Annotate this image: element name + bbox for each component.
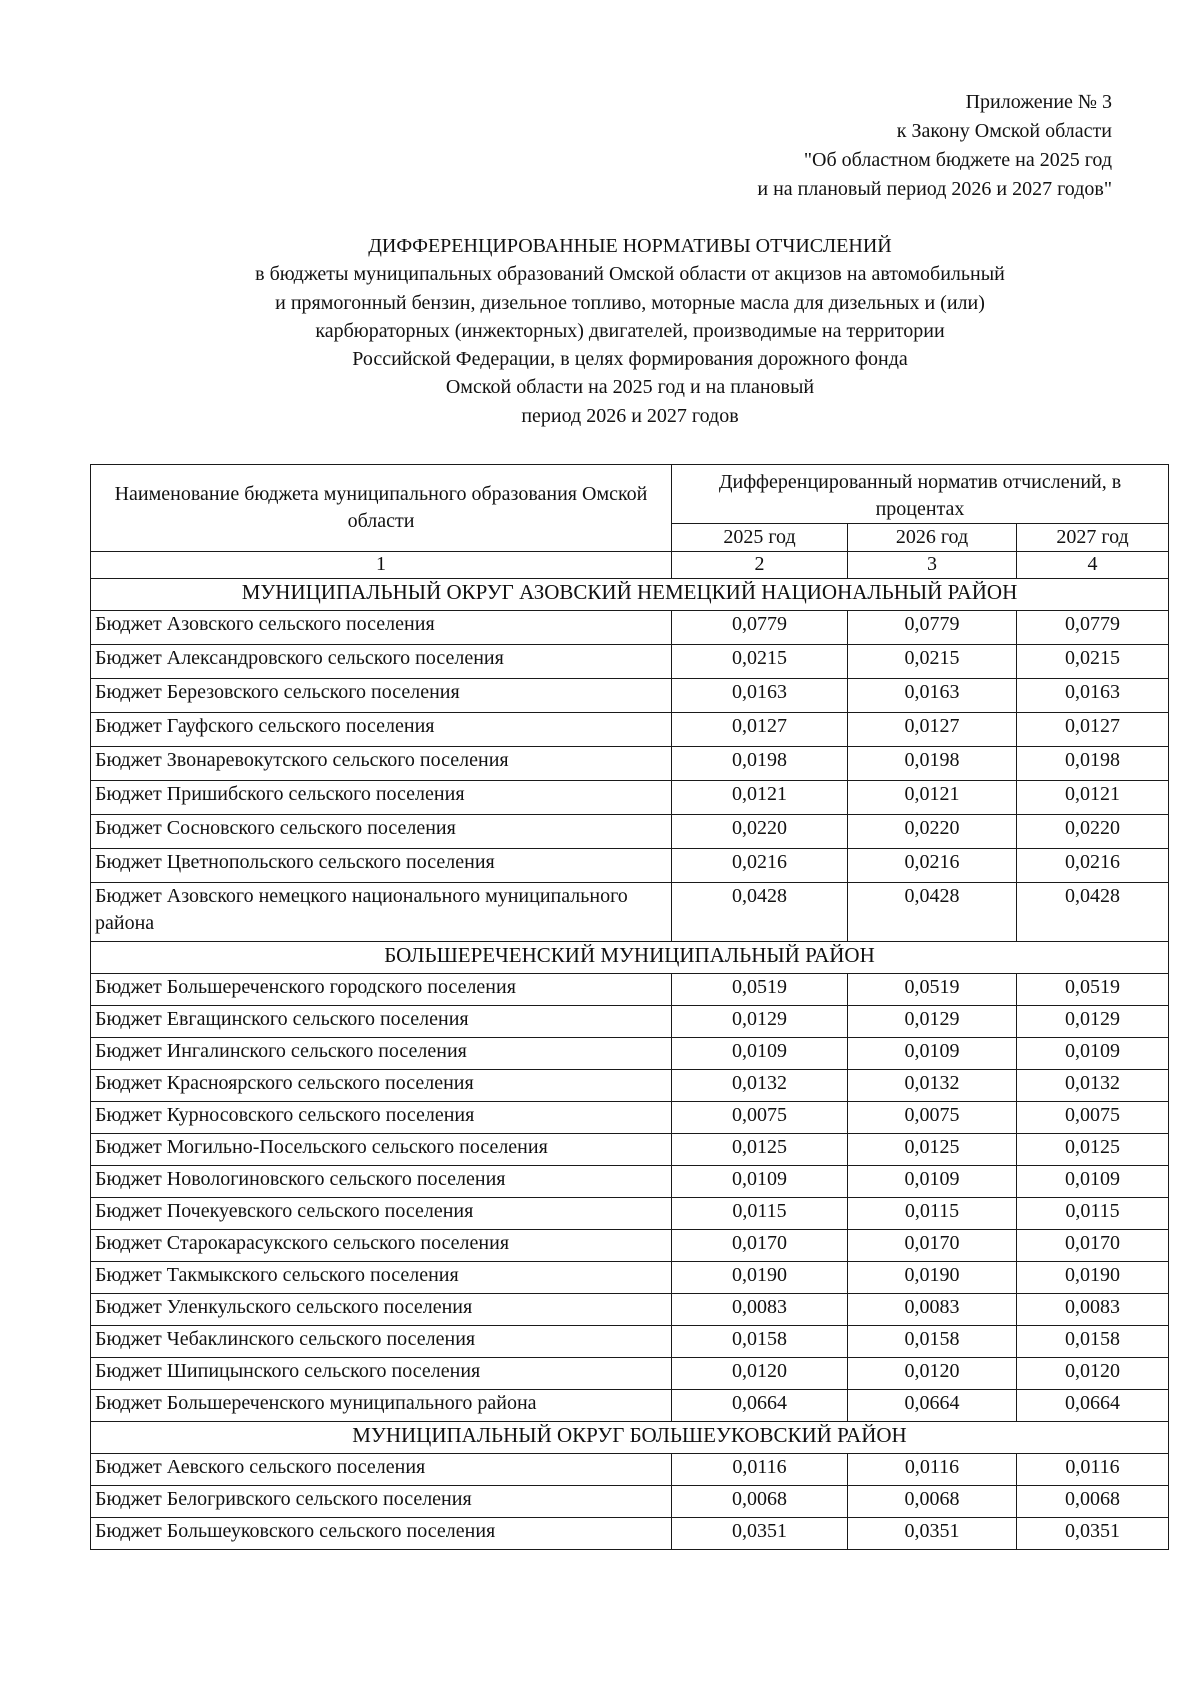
value-2027-cell: 0,0132 xyxy=(1017,1070,1169,1102)
value-2027-cell: 0,0125 xyxy=(1017,1134,1169,1166)
budget-name-cell: Бюджет Звонаревокутского сельского поселения xyxy=(91,747,672,781)
value-2026-cell: 0,0170 xyxy=(848,1230,1017,1262)
value-2026-cell: 0,0132 xyxy=(848,1070,1017,1102)
value-2026-cell: 0,0109 xyxy=(848,1038,1017,1070)
value-2027-cell: 0,0109 xyxy=(1017,1038,1169,1070)
value-2026-cell: 0,0129 xyxy=(848,1006,1017,1038)
value-2025-cell: 0,0779 xyxy=(672,611,848,645)
value-2026-cell: 0,0190 xyxy=(848,1262,1017,1294)
value-2027-cell: 0,0120 xyxy=(1017,1358,1169,1390)
section-header-row xyxy=(91,942,1169,974)
value-2027-cell: 0,0519 xyxy=(1017,974,1169,1006)
column-number-row xyxy=(91,552,1169,579)
value-2026-cell: 0,0519 xyxy=(848,974,1017,1006)
value-2027-cell: 0,0198 xyxy=(1017,747,1169,781)
value-2026-cell: 0,0216 xyxy=(848,849,1017,883)
value-2026-cell: 0,0220 xyxy=(848,815,1017,849)
table-row xyxy=(91,679,1169,713)
value-2025-cell: 0,0083 xyxy=(672,1294,848,1326)
value-2025-cell: 0,0129 xyxy=(672,1006,848,1038)
appendix-line: Приложение № 3 xyxy=(965,91,1112,113)
table-row xyxy=(91,974,1169,1006)
table-header-row xyxy=(91,465,1169,524)
table-row xyxy=(91,1166,1169,1198)
value-2027-cell: 0,0129 xyxy=(1017,1006,1169,1038)
budget-name-cell: Бюджет Такмыкского сельского поселения xyxy=(91,1262,672,1294)
column-number: 2 xyxy=(672,552,848,579)
column-header-2025: 2025 год xyxy=(672,524,848,552)
value-2026-cell: 0,0068 xyxy=(848,1486,1017,1518)
table-row xyxy=(91,611,1169,645)
budget-name-cell: Бюджет Аевского сельского поселения xyxy=(91,1454,672,1486)
value-2027-cell: 0,0664 xyxy=(1017,1390,1169,1422)
table-row xyxy=(91,1390,1169,1422)
norms-table-body xyxy=(91,465,1169,1550)
value-2026-cell: 0,0115 xyxy=(848,1198,1017,1230)
value-2025-cell: 0,0190 xyxy=(672,1262,848,1294)
table-row xyxy=(91,713,1169,747)
norms-table xyxy=(90,464,1169,1550)
value-2027-cell: 0,0216 xyxy=(1017,849,1169,883)
value-2025-cell: 0,0428 xyxy=(672,883,848,942)
value-2025-cell: 0,0127 xyxy=(672,713,848,747)
budget-name-cell: Бюджет Березовского сельского поселения xyxy=(91,679,672,713)
value-2025-cell: 0,0075 xyxy=(672,1102,848,1134)
budget-name-cell: Бюджет Большереченского муниципального района xyxy=(91,1390,672,1422)
value-2027-cell: 0,0083 xyxy=(1017,1294,1169,1326)
column-header-2026: 2026 год xyxy=(848,524,1017,552)
value-2025-cell: 0,0519 xyxy=(672,974,848,1006)
value-2027-cell: 0,0170 xyxy=(1017,1230,1169,1262)
appendix-line: "Об областном бюджете на 2025 год xyxy=(803,149,1112,171)
budget-name-cell: Бюджет Азовского немецкого национального муниципального района xyxy=(91,883,672,942)
table-row xyxy=(91,1518,1169,1550)
budget-name-cell: Бюджет Ингалинского сельского поселения xyxy=(91,1038,672,1070)
budget-name-cell: Бюджет Новологиновского сельского поселения xyxy=(91,1166,672,1198)
value-2026-cell: 0,0779 xyxy=(848,611,1017,645)
table-row xyxy=(91,1038,1169,1070)
table-row xyxy=(91,1262,1169,1294)
value-2025-cell: 0,0120 xyxy=(672,1358,848,1390)
value-2027-cell: 0,0068 xyxy=(1017,1486,1169,1518)
value-2026-cell: 0,0127 xyxy=(848,713,1017,747)
value-2027-cell: 0,0121 xyxy=(1017,781,1169,815)
table-row xyxy=(91,1358,1169,1390)
value-2025-cell: 0,0351 xyxy=(672,1518,848,1550)
budget-name-cell: Бюджет Красноярского сельского поселения xyxy=(91,1070,672,1102)
budget-name-cell: Бюджет Уленкульского сельского поселения xyxy=(91,1294,672,1326)
column-number: 1 xyxy=(91,552,672,579)
value-2027-cell: 0,0351 xyxy=(1017,1518,1169,1550)
value-2025-cell: 0,0170 xyxy=(672,1230,848,1262)
value-2026-cell: 0,0116 xyxy=(848,1454,1017,1486)
value-2027-cell: 0,0190 xyxy=(1017,1262,1169,1294)
table-row xyxy=(91,1134,1169,1166)
value-2025-cell: 0,0109 xyxy=(672,1166,848,1198)
budget-name-cell: Бюджет Курносовского сельского поселения xyxy=(91,1102,672,1134)
table-row xyxy=(91,1102,1169,1134)
value-2026-cell: 0,0125 xyxy=(848,1134,1017,1166)
value-2026-cell: 0,0083 xyxy=(848,1294,1017,1326)
section-title: МУНИЦИПАЛЬНЫЙ ОКРУГ БОЛЬШЕУКОВСКИЙ РАЙОН xyxy=(91,1422,1169,1454)
value-2027-cell: 0,0163 xyxy=(1017,679,1169,713)
heading-line: период 2026 и 2027 годов xyxy=(521,404,739,427)
budget-name-cell: Бюджет Почекуевского сельского поселения xyxy=(91,1198,672,1230)
value-2025-cell: 0,0215 xyxy=(672,645,848,679)
appendix-line: и на плановый период 2026 и 2027 годов" xyxy=(757,178,1112,200)
column-header-2027: 2027 год xyxy=(1017,524,1169,552)
table-row xyxy=(91,849,1169,883)
table-row xyxy=(91,815,1169,849)
value-2026-cell: 0,0351 xyxy=(848,1518,1017,1550)
value-2025-cell: 0,0068 xyxy=(672,1486,848,1518)
value-2027-cell: 0,0215 xyxy=(1017,645,1169,679)
section-title: МУНИЦИПАЛЬНЫЙ ОКРУГ АЗОВСКИЙ НЕМЕЦКИЙ НАЦИОНАЛЬНЫЙ РАЙОН xyxy=(91,579,1169,611)
value-2025-cell: 0,0220 xyxy=(672,815,848,849)
value-2026-cell: 0,0075 xyxy=(848,1102,1017,1134)
appendix-block xyxy=(757,88,1112,204)
budget-name-cell: Бюджет Цветнопольского сельского поселения xyxy=(91,849,672,883)
value-2027-cell: 0,0158 xyxy=(1017,1326,1169,1358)
value-2025-cell: 0,0163 xyxy=(672,679,848,713)
value-2026-cell: 0,0664 xyxy=(848,1390,1017,1422)
budget-name-cell: Бюджет Александровского сельского поселения xyxy=(91,645,672,679)
table-row xyxy=(91,1294,1169,1326)
value-2027-cell: 0,0075 xyxy=(1017,1102,1169,1134)
value-2026-cell: 0,0428 xyxy=(848,883,1017,942)
budget-name-cell: Бюджет Евгащинского сельского поселения xyxy=(91,1006,672,1038)
section-header-row xyxy=(91,1422,1169,1454)
value-2027-cell: 0,0115 xyxy=(1017,1198,1169,1230)
table-row xyxy=(91,747,1169,781)
budget-name-cell: Бюджет Большереченского городского поселения xyxy=(91,974,672,1006)
document-title: ДИФФЕРЕНЦИРОВАННЫЕ НОРМАТИВЫ ОТЧИСЛЕНИЙ xyxy=(368,235,892,257)
heading-line: в бюджеты муниципальных образований Омской области от акцизов на автомобильный xyxy=(255,263,1005,286)
heading-line: и прямогонный бензин, дизельное топливо, моторные масла для дизельных и (или) xyxy=(275,291,985,314)
section-title: БОЛЬШЕРЕЧЕНСКИЙ МУНИЦИПАЛЬНЫЙ РАЙОН xyxy=(91,942,1169,974)
value-2025-cell: 0,0115 xyxy=(672,1198,848,1230)
column-number: 4 xyxy=(1017,552,1169,579)
value-2027-cell: 0,0779 xyxy=(1017,611,1169,645)
value-2027-cell: 0,0116 xyxy=(1017,1454,1169,1486)
value-2025-cell: 0,0664 xyxy=(672,1390,848,1422)
value-2025-cell: 0,0132 xyxy=(672,1070,848,1102)
value-2026-cell: 0,0163 xyxy=(848,679,1017,713)
value-2025-cell: 0,0216 xyxy=(672,849,848,883)
table-row xyxy=(91,1070,1169,1102)
column-header-norm-group: Дифференцированный норматив отчислений, в процентах xyxy=(672,465,1169,524)
budget-name-cell: Бюджет Шипицынского сельского поселения xyxy=(91,1358,672,1390)
budget-name-cell: Бюджет Гауфского сельского поселения xyxy=(91,713,672,747)
table-row xyxy=(91,1230,1169,1262)
value-2025-cell: 0,0109 xyxy=(672,1038,848,1070)
value-2026-cell: 0,0215 xyxy=(848,645,1017,679)
value-2025-cell: 0,0158 xyxy=(672,1326,848,1358)
budget-name-cell: Бюджет Могильно-Посельского сельского поселения xyxy=(91,1134,672,1166)
value-2026-cell: 0,0158 xyxy=(848,1326,1017,1358)
value-2027-cell: 0,0428 xyxy=(1017,883,1169,942)
budget-name-cell: Бюджет Белогривского сельского поселения xyxy=(91,1486,672,1518)
value-2026-cell: 0,0121 xyxy=(848,781,1017,815)
value-2025-cell: 0,0198 xyxy=(672,747,848,781)
section-header-row xyxy=(91,579,1169,611)
value-2026-cell: 0,0109 xyxy=(848,1166,1017,1198)
table-row xyxy=(91,1486,1169,1518)
budget-name-cell: Бюджет Старокарасукского сельского поселения xyxy=(91,1230,672,1262)
value-2025-cell: 0,0116 xyxy=(672,1454,848,1486)
heading-line: Российской Федерации, в целях формирования дорожного фонда xyxy=(352,348,908,371)
table-row xyxy=(91,1326,1169,1358)
budget-name-cell: Бюджет Большеуковского сельского поселения xyxy=(91,1518,672,1550)
value-2025-cell: 0,0125 xyxy=(672,1134,848,1166)
table-row xyxy=(91,1454,1169,1486)
value-2025-cell: 0,0121 xyxy=(672,781,848,815)
budget-name-cell: Бюджет Азовского сельского поселения xyxy=(91,611,672,645)
column-number: 3 xyxy=(848,552,1017,579)
value-2026-cell: 0,0120 xyxy=(848,1358,1017,1390)
appendix-line: к Закону Омской области xyxy=(896,120,1112,142)
budget-name-cell: Бюджет Пришибского сельского поселения xyxy=(91,781,672,815)
budget-name-cell: Бюджет Сосновского сельского поселения xyxy=(91,815,672,849)
value-2026-cell: 0,0198 xyxy=(848,747,1017,781)
heading-line: карбюраторных (инжекторных) двигателей, производимые на территории xyxy=(315,319,945,342)
document-heading xyxy=(90,232,1170,430)
value-2027-cell: 0,0109 xyxy=(1017,1166,1169,1198)
table-row xyxy=(91,1006,1169,1038)
table-row xyxy=(91,883,1169,942)
table-row xyxy=(91,1198,1169,1230)
value-2027-cell: 0,0220 xyxy=(1017,815,1169,849)
value-2027-cell: 0,0127 xyxy=(1017,713,1169,747)
table-row xyxy=(91,781,1169,815)
table-row xyxy=(91,645,1169,679)
budget-name-cell: Бюджет Чебаклинского сельского поселения xyxy=(91,1326,672,1358)
heading-line: Омской области на 2025 год и на плановый xyxy=(445,376,815,399)
column-header-name: Наименование бюджета муниципального образования Омской области xyxy=(91,465,672,552)
